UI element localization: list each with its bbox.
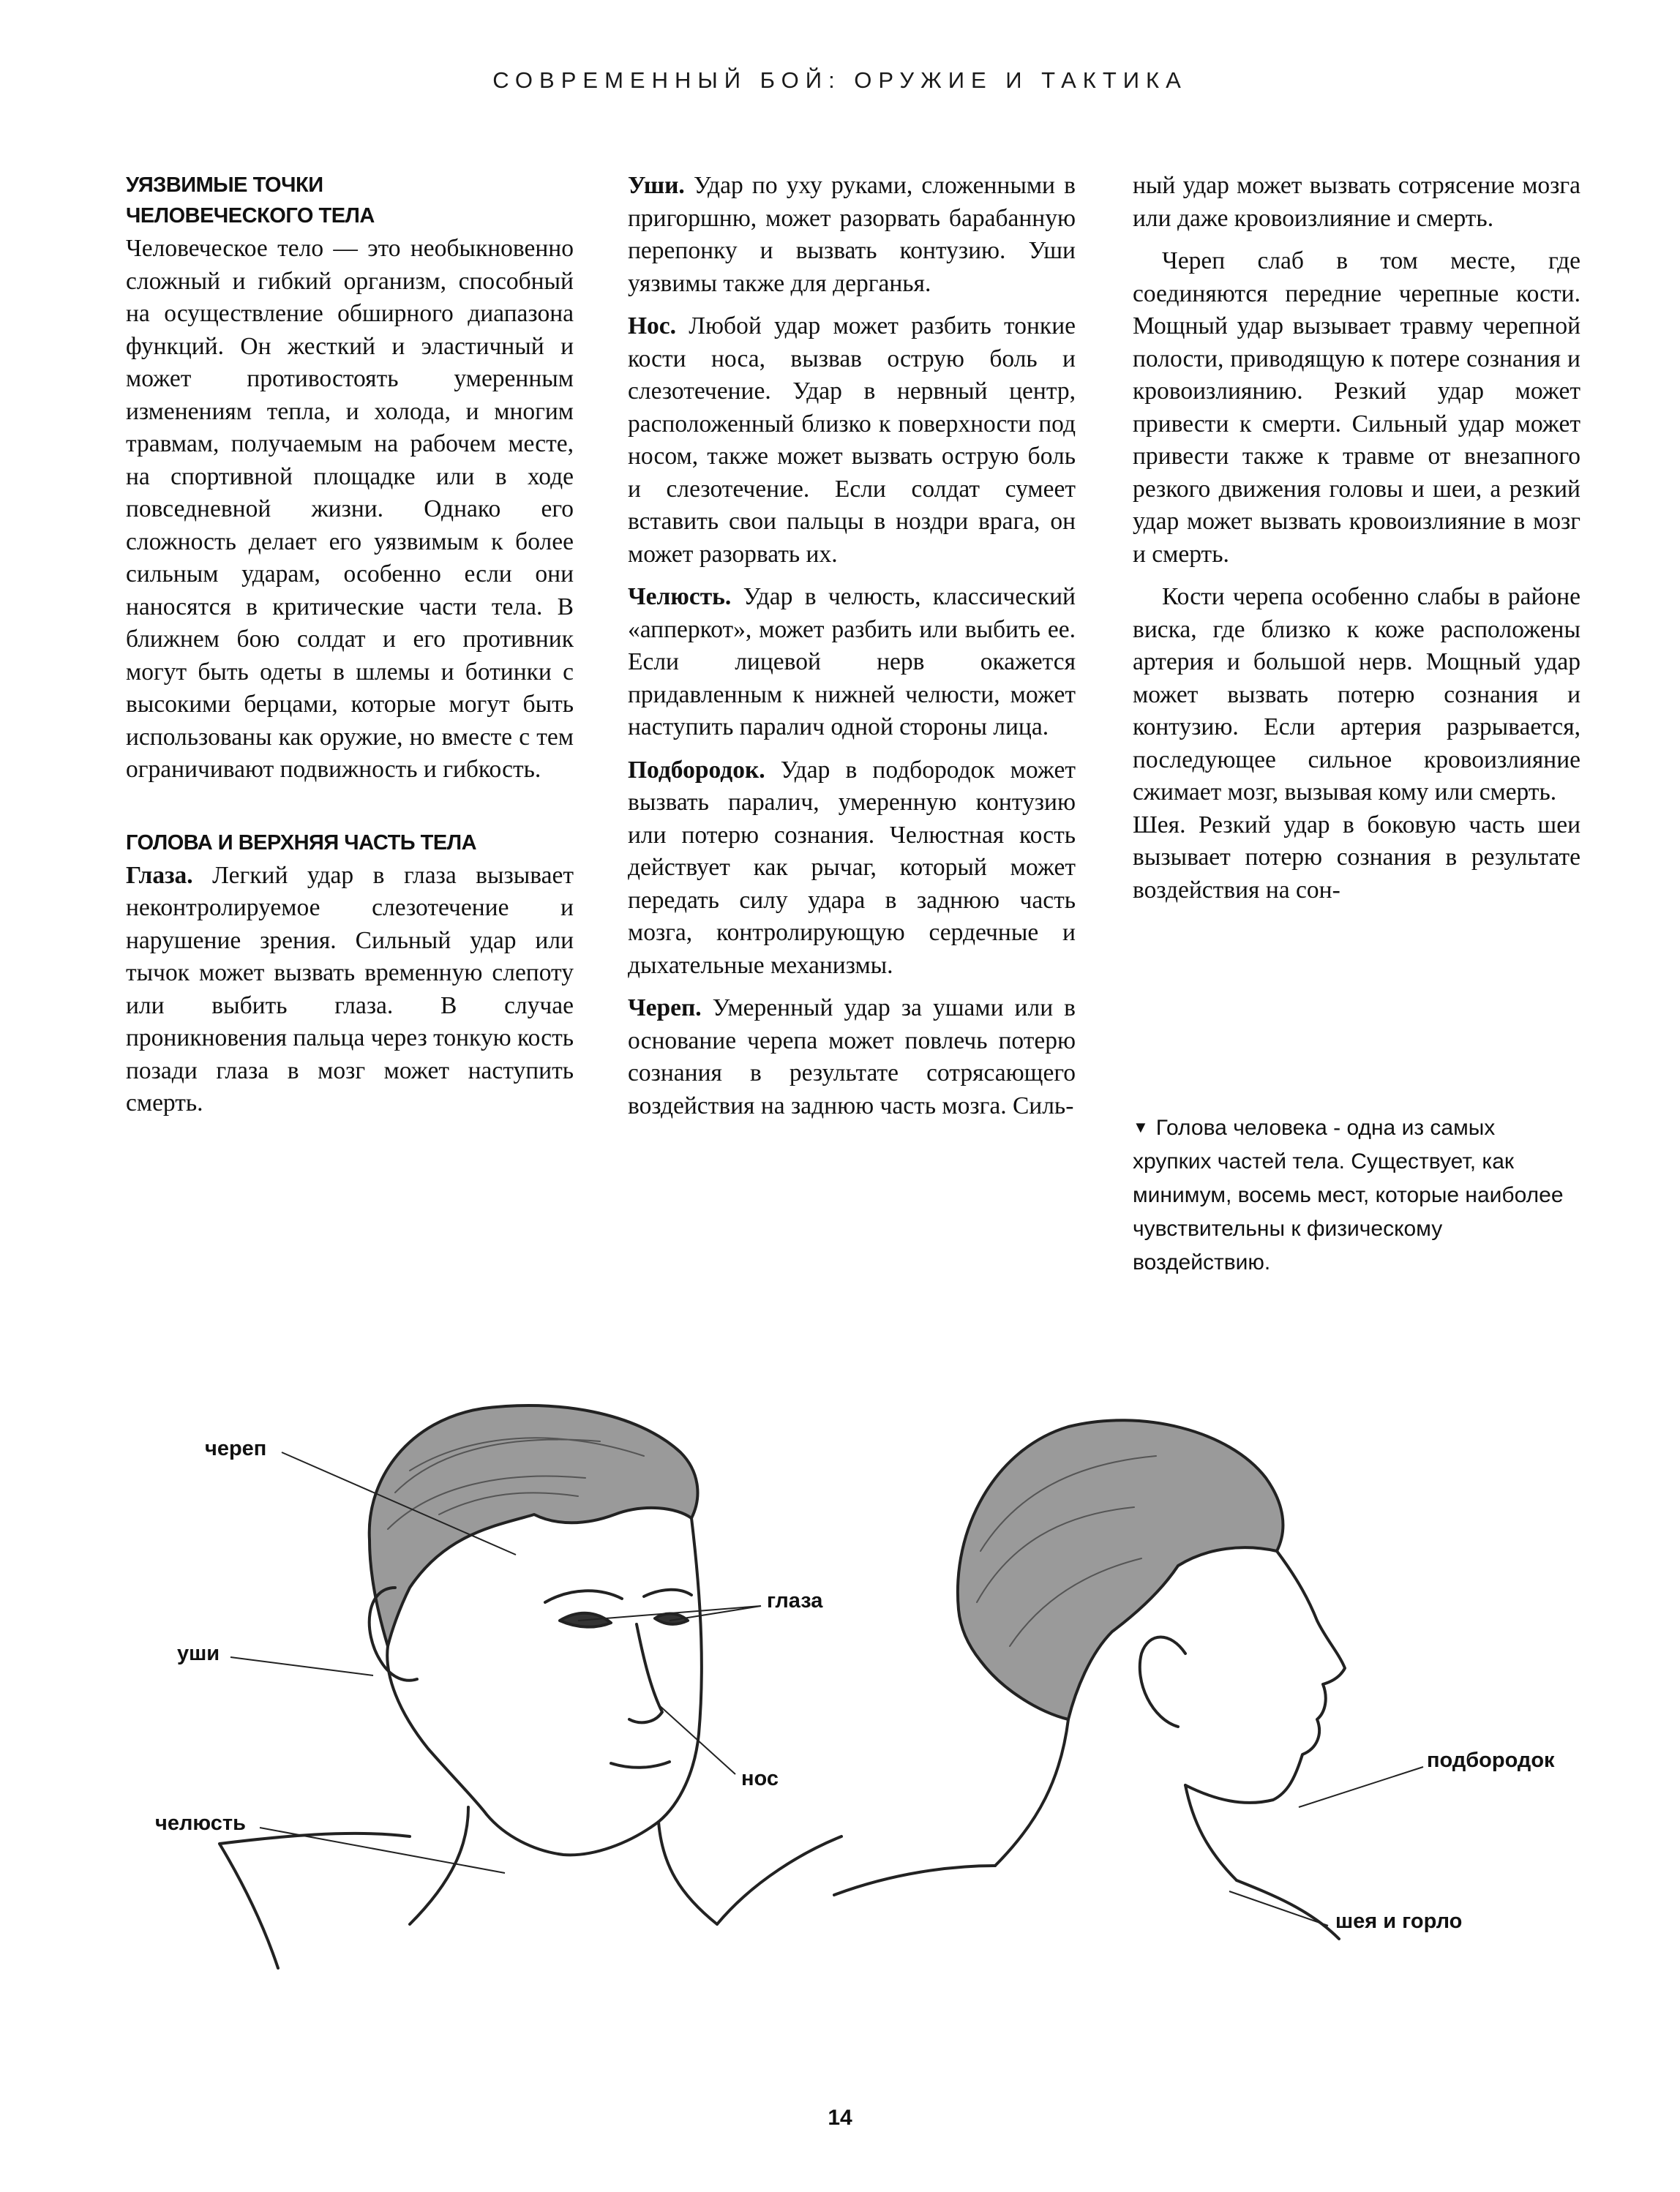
front-head-shoulders <box>220 1833 841 1968</box>
jaw-text: Удар в челюсть, классический «апперкот», может разбить или выбить ее. Если лицевой нерв окажется придавленным к нижней челюсти, может наступить паралич одной стороны лица. <box>628 583 1076 740</box>
nose-text: Любой удар может разбить тонкие кости носа, вызвав острую боль и слезотечение. Удар в нервный центр, расположенный близко к поверхности под носом, также может вызвать острую боль и слезотечение. Если солдат сумеет вставить свои пальцы в ноздри врага, он может разорвать их. <box>628 312 1076 568</box>
heading-line-1: УЯЗВИМЫЕ ТОЧКИ <box>126 173 323 197</box>
side-head-shoulders <box>834 1866 1339 1939</box>
neck-term: Шея. <box>1133 811 1186 838</box>
intro-paragraph: Человеческое тело — это необыкновенно сложный и гибкий организм, способный на осуществление обширного диапазона функций. Он жесткий и эластичный и может противостоять умеренным изменениям тепла, и холода, и многим травмам, получаемым на рабочем месте, на спортивной площадке или в ходе повседневной жизни. Однако его сложность делает его уязвимым к более сильным ударам, особенно если они наносятся в критические части тела. В ближнем бою солдат и его противник могут быть одеты в шлемы и ботинки с высокими берцами, которые могут быть использованы как оружие, но вместе с тем ограничивают подвижность и гибкость. <box>126 235 574 783</box>
front-head-mouth <box>611 1762 670 1768</box>
neck-text: Резкий удар в боковую часть шеи вызывает потерю сознания в результате воздействия на сон- <box>1133 811 1580 904</box>
front-head-face <box>387 1518 702 1855</box>
eyes-text: Легкий удар в глаза вызывает неконтролируемое слезотечение и нарушение зрения. Сильный удар или тычок может вызвать временную слепоту или выбить глаза. В случае проникновения пальца через тонкую кость позади глаза в мозг может наступить смерть. <box>126 861 574 1116</box>
chin-text: Удар в подбородок может вызвать паралич, умеренную контузию или потерю сознания. Челюстная кость действует как рычаг, который может передать силу удара в заднюю часть мозга, контролирующую сердечные и дыхательные механизмы. <box>628 756 1076 979</box>
label-ears: уши <box>177 1642 220 1665</box>
leader-line-chin <box>1299 1767 1423 1807</box>
jaw-paragraph <box>628 581 1076 744</box>
label-nose: нос <box>741 1767 779 1790</box>
running-title: СОВРЕМЕННЫЙ БОЙ: ОРУЖИЕ И ТАКТИКА <box>492 67 1188 93</box>
figure-caption <box>1133 1111 1572 1280</box>
section-heading-vulnerable-points <box>126 170 574 231</box>
ears-paragraph <box>628 170 1076 300</box>
page-number: 14 <box>828 2106 852 2130</box>
chin-term: Подбородок. <box>628 756 765 784</box>
text-column-1 <box>126 170 574 1120</box>
side-head-profile <box>1185 1551 1345 1803</box>
skull-paragraph <box>628 992 1076 1122</box>
side-head-hair <box>958 1420 1283 1719</box>
label-skull: череп <box>205 1437 267 1460</box>
skull-continuation: ный удар может вызвать сотрясение мозга или даже кровоизлияние и смерть. <box>1133 172 1580 232</box>
heading-line-2: ЧЕЛОВЕЧЕСКОГО ТЕЛА <box>126 204 375 228</box>
caption-text: Голова человека - одна из самых хрупких частей тела. Существует, как минимум, восемь мест, которые наиболее чувствительны к физическому воздействию. <box>1133 1116 1564 1275</box>
label-neck-throat: шея и горло <box>1335 1910 1463 1933</box>
skull-term: Череп. <box>628 994 702 1021</box>
side-head-neck <box>995 1719 1237 1880</box>
head-illustration <box>0 1368 1680 2027</box>
ears-text: Удар по уху руками, сложенными в пригоршню, может разорвать барабанную перепонку и вызвать контузию. Уши уязвимы также для дерганья. <box>628 172 1076 297</box>
label-jaw: челюсть <box>155 1812 246 1835</box>
chin-paragraph <box>628 754 1076 983</box>
front-head-brow-left <box>545 1591 622 1602</box>
front-head-brow-right <box>644 1590 691 1596</box>
text-column-2 <box>628 170 1076 1122</box>
nose-term: Нос. <box>628 312 677 339</box>
jaw-term: Челюсть. <box>628 583 732 610</box>
label-chin: подбородок <box>1427 1749 1555 1772</box>
text-column-3 <box>1133 170 1580 907</box>
leader-line-eyes-2 <box>670 1606 761 1621</box>
front-head-hair <box>370 1405 698 1646</box>
skull-weak-paragraph: Череп слаб в том месте, где соединяются передние черепные кости. Мощный удар вызывает травму черепной полости, приводящую к потере сознания и кровоизлиянию. Резкий удар может привести к смерти. Сильный удар может привести также к травме от внезапного резкого движения головы и шеи, а резкий удар может вызвать кровоизлияние в мозг и смерть. <box>1133 247 1580 568</box>
side-head-ear <box>1140 1637 1185 1727</box>
neck-paragraph <box>1133 809 1580 907</box>
ears-term: Уши. <box>628 172 685 199</box>
nose-paragraph <box>628 310 1076 571</box>
front-head-nose <box>629 1624 662 1722</box>
temple-paragraph: Кости черепа особенно слабы в районе виска, где близко к коже расположены артерия и большой нерв. Мощный удар может вызвать потерю сознания и контузию. Если артерия разрывается, последующее сильное кровоизлияние сжимает мозг, вызывая кому или смерть. <box>1133 583 1580 806</box>
leader-line-neck <box>1229 1891 1328 1926</box>
leader-line-ears <box>230 1657 373 1675</box>
triangle-down-icon: ▼ <box>1133 1118 1149 1136</box>
front-head-neck <box>410 1807 717 1924</box>
eyes-paragraph <box>126 860 574 1120</box>
section-heading-head: ГОЛОВА И ВЕРХНЯЯ ЧАСТЬ ТЕЛА <box>126 830 477 855</box>
leader-line-nose <box>659 1705 735 1774</box>
label-eyes: глаза <box>767 1589 823 1613</box>
skull-text: Умеренный удар за ушами или в основание черепа может повлечь потерю сознания в результате сотрясающего воздействия на заднюю часть мозга. Силь- <box>628 994 1076 1119</box>
eyes-term: Глаза. <box>126 861 193 889</box>
